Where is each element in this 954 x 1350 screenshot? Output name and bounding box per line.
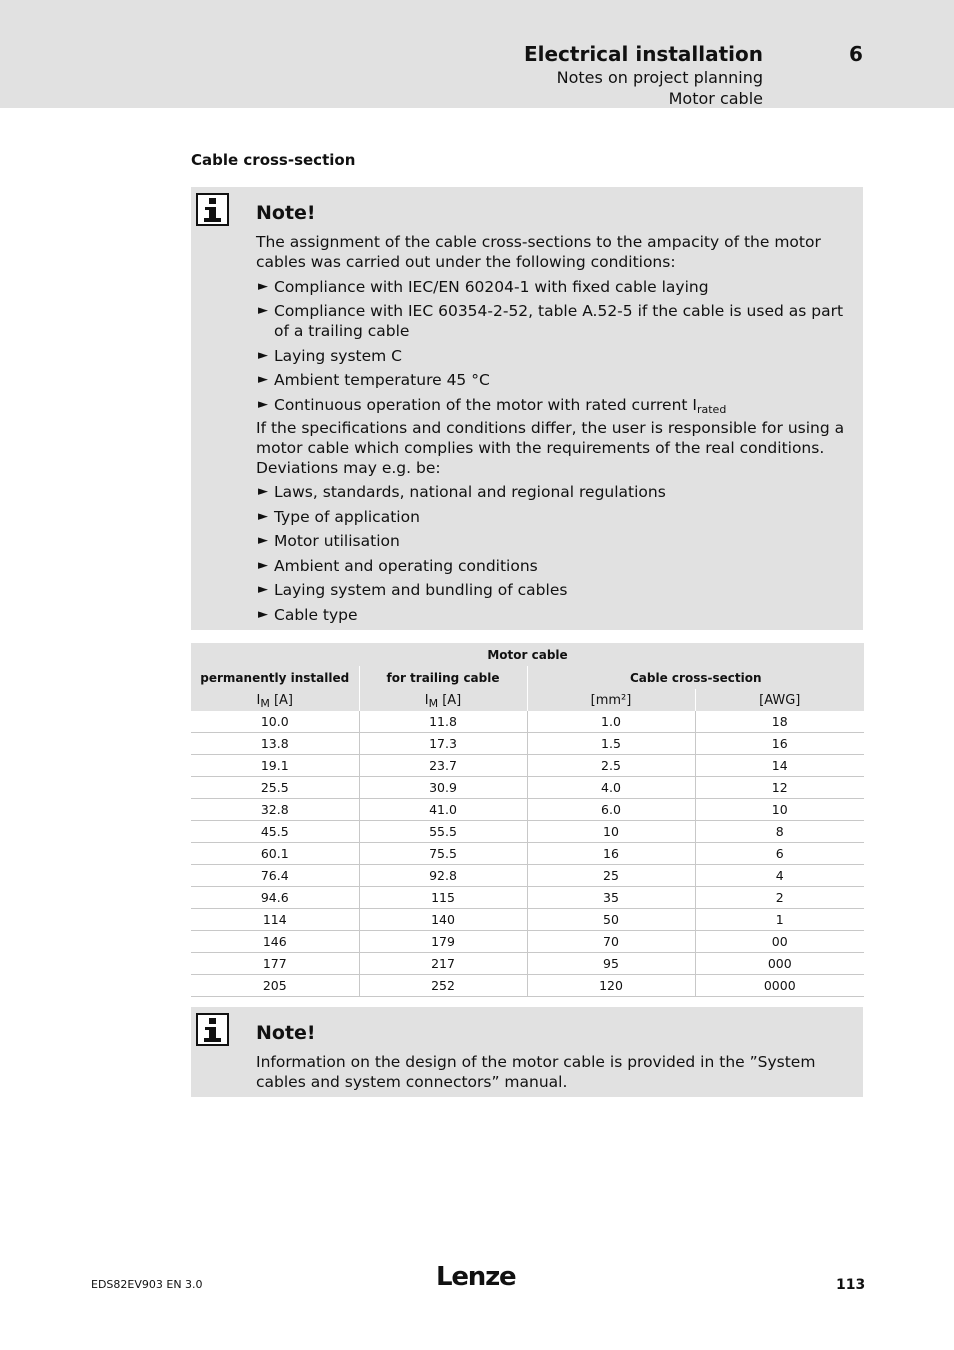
note-box-manual bbox=[191, 1007, 863, 1097]
table-cell: 50 bbox=[527, 909, 695, 931]
table-row bbox=[191, 711, 864, 733]
list-item: ► Type of application bbox=[258, 507, 420, 526]
table-cell: 10 bbox=[695, 799, 864, 821]
document-id: EDS82EV903 EN 3.0 bbox=[91, 1278, 203, 1291]
table-cell: 8 bbox=[695, 821, 864, 843]
table-cell: 11.8 bbox=[359, 711, 527, 733]
deviations-list bbox=[256, 482, 856, 625]
table-cell: 55.5 bbox=[359, 821, 527, 843]
list-item: ► Ambient and operating conditions bbox=[258, 556, 538, 575]
note-body bbox=[256, 232, 856, 625]
table-cell: 12 bbox=[695, 777, 864, 799]
table-row bbox=[191, 733, 864, 755]
table-cell: 23.7 bbox=[359, 755, 527, 777]
list-item: ► Motor utilisation bbox=[258, 532, 400, 550]
table-cell: 2 bbox=[695, 887, 864, 909]
table-cell: 75.5 bbox=[359, 843, 527, 865]
list-item: ► Continuous operation of the motor with rated current $I_{rated}$ bbox=[258, 395, 727, 416]
note-title: Note! bbox=[256, 1022, 316, 1044]
table-cell: 000 bbox=[695, 953, 864, 975]
col-header-trailing: for trailing cable bbox=[359, 666, 527, 689]
table-cell: 6 bbox=[695, 843, 864, 865]
page-number: 113 bbox=[836, 1277, 866, 1293]
table-cell: 13.8 bbox=[191, 733, 359, 755]
note-box-conditions bbox=[191, 187, 863, 630]
list-item: ► Cable type bbox=[258, 605, 358, 624]
page-header bbox=[0, 0, 954, 108]
table-cell: 16 bbox=[527, 843, 695, 865]
table-cell: 10 bbox=[527, 821, 695, 843]
table-row bbox=[191, 821, 864, 843]
triangle-right-icon: ► bbox=[258, 278, 268, 294]
table-cell: 94.6 bbox=[191, 887, 359, 909]
table-cell: 252 bbox=[359, 975, 527, 997]
info-icon bbox=[196, 1013, 229, 1046]
table-cell: 14 bbox=[695, 755, 864, 777]
table-cell: 25.5 bbox=[191, 777, 359, 799]
chapter-number: 6 bbox=[849, 42, 863, 66]
table-row bbox=[191, 975, 864, 997]
table-cell: 4 bbox=[695, 865, 864, 887]
unit-mm2: [mm²] bbox=[527, 689, 695, 711]
table-cell: 45.5 bbox=[191, 821, 359, 843]
triangle-right-icon: ► bbox=[258, 533, 268, 548]
triangle-right-icon: ► bbox=[258, 582, 268, 597]
triangle-right-icon: ► bbox=[258, 508, 268, 524]
col-header-cross-section: Cable cross-section bbox=[630, 670, 762, 685]
table-row bbox=[191, 865, 864, 887]
table-cell: 70 bbox=[527, 931, 695, 953]
section-heading: Cable cross-section bbox=[191, 151, 356, 169]
list-item: ► Laws, standards, national and regional regulations bbox=[258, 483, 666, 501]
note-middle: If the specifications and conditions differ, the user is responsible for using a motor cable which complies with the requirements of the real conditions. Deviations may e.g. be: bbox=[256, 418, 845, 477]
list-item: ► Ambient temperature 45 °C bbox=[258, 371, 490, 389]
triangle-right-icon: ► bbox=[258, 557, 268, 573]
table-cell: 146 bbox=[191, 931, 359, 953]
table-cell: 115 bbox=[359, 887, 527, 909]
table-cell: 18 bbox=[695, 711, 864, 733]
triangle-right-icon: ► bbox=[258, 303, 268, 318]
table-cell: 92.8 bbox=[359, 865, 527, 887]
table-cell: 60.1 bbox=[191, 843, 359, 865]
table-cell: 16 bbox=[695, 733, 864, 755]
table-row bbox=[191, 909, 864, 931]
table-cell: 177 bbox=[191, 953, 359, 975]
table-cell: 0000 bbox=[695, 975, 864, 997]
header-title: Electrical installation bbox=[523, 42, 763, 66]
triangle-right-icon: ► bbox=[258, 606, 268, 622]
header-subtitle-2: Motor cable bbox=[668, 89, 763, 108]
table-cell: 10.0 bbox=[191, 711, 359, 733]
table-cell: 4.0 bbox=[527, 777, 695, 799]
list-item: ► Compliance with IEC 60354-2-52, table A.52-5 if the cable is used as part of a trailing cable bbox=[258, 302, 844, 340]
table-cell: 1.5 bbox=[527, 733, 695, 755]
table-row bbox=[191, 777, 864, 799]
table-cell: 95 bbox=[527, 953, 695, 975]
table-row bbox=[191, 799, 864, 821]
table-row bbox=[191, 953, 864, 975]
table-row bbox=[191, 931, 864, 953]
table-cell: 217 bbox=[359, 953, 527, 975]
table-cell: 30.9 bbox=[359, 777, 527, 799]
table-cell: 35 bbox=[527, 887, 695, 909]
table-cell: 120 bbox=[527, 975, 695, 997]
table-cell: 76.4 bbox=[191, 865, 359, 887]
table-cell: 25 bbox=[527, 865, 695, 887]
list-item: ► Laying system and bundling of cables bbox=[258, 581, 568, 599]
table-cell: 179 bbox=[359, 931, 527, 953]
table-row bbox=[191, 843, 864, 865]
conditions-list bbox=[256, 277, 856, 415]
triangle-right-icon: ► bbox=[258, 372, 268, 387]
note-text: Information on the design of the motor cable is provided in the ”System cables and system connectors” manual. bbox=[256, 1053, 816, 1091]
note-title: Note! bbox=[256, 202, 316, 224]
table-cell: 00 bbox=[695, 931, 864, 953]
table-cell: 2.5 bbox=[527, 755, 695, 777]
unit-im-trailing: $I_M$ [A] bbox=[359, 689, 527, 711]
info-icon bbox=[196, 193, 229, 226]
table-cell: 6.0 bbox=[527, 799, 695, 821]
motor-cable-table bbox=[191, 643, 864, 997]
table-row bbox=[191, 887, 864, 909]
triangle-right-icon: ► bbox=[258, 347, 268, 363]
table-row bbox=[191, 755, 864, 777]
table-cell: 19.1 bbox=[191, 755, 359, 777]
table-cell: 140 bbox=[359, 909, 527, 931]
table-cell: 41.0 bbox=[359, 799, 527, 821]
table-cell: 1.0 bbox=[527, 711, 695, 733]
triangle-right-icon: ► bbox=[258, 484, 268, 499]
table-cell: 32.8 bbox=[191, 799, 359, 821]
table-cell: 1 bbox=[695, 909, 864, 931]
table-cell: 205 bbox=[191, 975, 359, 997]
list-item: ► Compliance with IEC/EN 60204-1 with fixed cable laying bbox=[258, 277, 709, 296]
unit-im-permanent: $I_M$ [A] bbox=[191, 689, 359, 711]
table-cell: 17.3 bbox=[359, 733, 527, 755]
note-intro: The assignment of the cable cross-sections to the ampacity of the motor cables was carried out under the following conditions: bbox=[256, 233, 821, 271]
table-body bbox=[191, 711, 864, 997]
unit-awg: [AWG] bbox=[759, 692, 801, 708]
lenze-logo: Lenze bbox=[436, 1262, 516, 1292]
col-header-permanent: permanently installed bbox=[191, 666, 359, 689]
list-item: ► Laying system C bbox=[258, 346, 402, 365]
table-group-header: Motor cable bbox=[487, 647, 568, 662]
header-subtitle-1: Notes on project planning bbox=[556, 68, 763, 87]
table-cell: 114 bbox=[191, 909, 359, 931]
triangle-right-icon: ► bbox=[258, 396, 268, 412]
